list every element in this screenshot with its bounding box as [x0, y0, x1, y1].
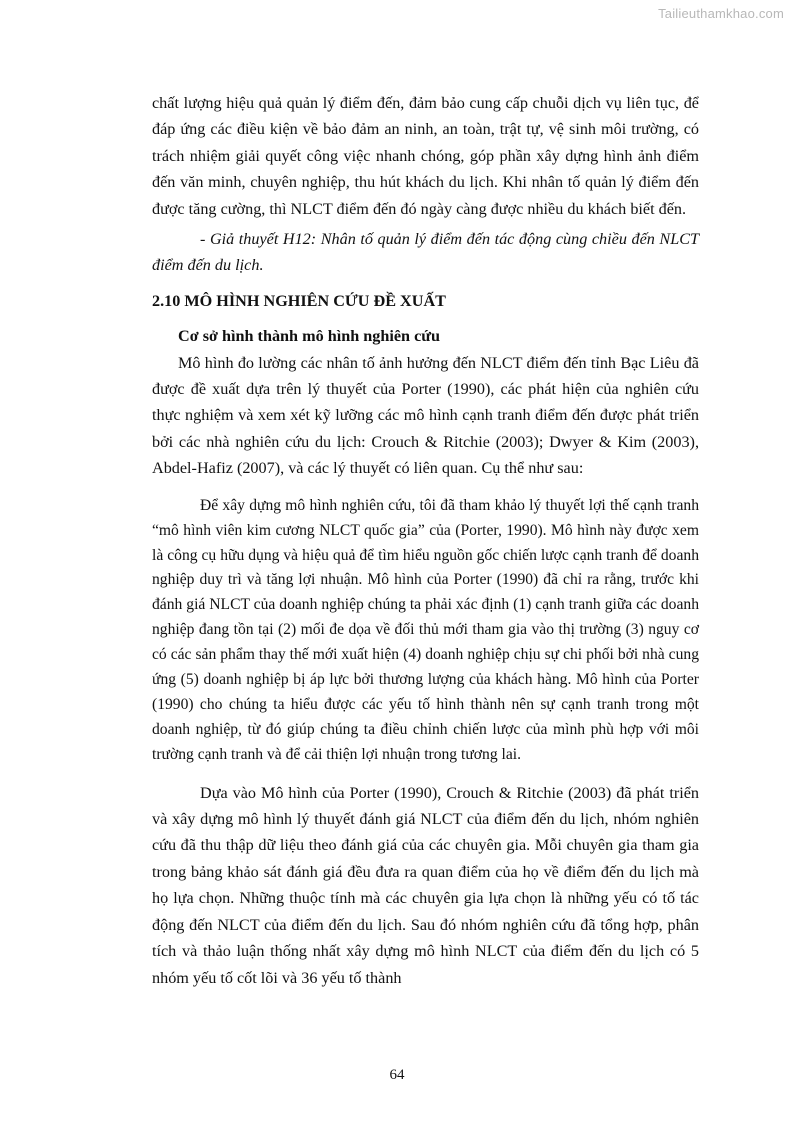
subsection-heading: Cơ sở hình thành mô hình nghiên cứu: [178, 327, 441, 346]
porter-model-block: [152, 494, 699, 768]
paragraph-destination-management: chất lượng hiệu quả quản lý điểm đến, đảm bảo cung cấp chuỗi dịch vụ liên tục, để đáp ứng các điều kiện về bảo đảm an ninh, an toàn, trật tự, vệ sinh môi trường, có trách nhiệm giải quyết công việc nhanh chóng, góp phần xây dựng hình ảnh điểm đến văn minh, chuyên nghiệp, thu hút khách du lịch. Khi nhân tố quản lý điểm đến được tăng cường, thì NLCT điểm đến đó ngày càng được nhiều du khách biết đến.: [152, 94, 699, 218]
page-content: [152, 90, 699, 991]
paragraph-model-basis: Mô hình đo lường các nhân tố ảnh hưởng đến NLCT điểm đến tỉnh Bạc Liêu đã được đề xuất dựa trên lý thuyết của Porter (1990), các phát hiện của nghiên cứu thực nghiệm và xem xét kỹ lưỡng các mô hình cạnh tranh điểm đến được phát triển bởi các nhà nghiên cứu du lịch: Crouch & Ritchie (2003); Dwyer & Kim (2003), Abdel-Hafiz (2007), và các lý thuyết có liên quan. Cụ thể như sau:: [152, 353, 699, 478]
page-number: 64: [389, 1067, 405, 1083]
paragraph-crouch-ritchie: Dựa vào Mô hình của Porter (1990), Crouch & Ritchie (2003) đã phát triển và xây dựng mô hình lý thuyết đánh giá NLCT của điểm đến du lịch, nhóm nghiên cứu đã thu thập dữ liệu theo đánh giá của các chuyên gia. Mỗi chuyên gia tham gia trong bảng khảo sát đánh giá đều đưa ra quan điểm của họ về điểm đến du lịch mà họ lựa chọn. Những thuộc tính mà các chuyên gia lựa chọn là những yếu có tố tác động đến NLCT của điểm đến du lịch. Sau đó nhóm nghiên cứu đã tổng hợp, phân tích và thảo luận thống nhất xây dựng mô hình NLCT của điểm đến du lịch có 5 nhóm yếu tố cốt lõi và 36 yếu tố thành: [152, 783, 699, 987]
hypothesis-h12: - Giả thuyết H12: Nhân tố quản lý điểm đến tác động cùng chiều đến NLCT điểm đến du lịch.: [152, 230, 699, 275]
section-heading: 2.10 MÔ HÌNH NGHIÊN CỨU ĐỀ XUẤT: [152, 291, 446, 310]
watermark: Tailieuthamkhao.com: [658, 6, 784, 21]
paragraph-porter-model: Để xây dựng mô hình nghiên cứu, tôi đã tham khảo lý thuyết lợi thế cạnh tranh “mô hình viên kim cương NLCT quốc gia” của (Porter, 1990). Mô hình này được xem là công cụ hữu dụng và hiệu quả để tìm hiểu nguồn gốc chiến lược cạnh tranh để doanh nghiệp duy trì và tăng lợi nhuận. Mô hình của Porter (1990) đã chỉ ra rằng, trước khi đánh giá NLCT của doanh nghiệp chúng ta phải xác định (1) cạnh tranh giữa các doanh nghiệp đang tồn tại (2) mối đe dọa về đối thủ mới tham gia vào thị trường (3) nguy cơ có các sản phẩm thay thế mới xuất hiện (4) doanh nghiệp chịu sự chi phối bởi nhà cung ứng (5) doanh nghiệp bị áp lực bởi thương lượng của khách hàng. Mô hình của Porter (1990) cho chúng ta hiểu được các yếu tố hình thành nên sự cạnh tranh trong một doanh nghiệp, từ đó giúp chúng ta điều chỉnh chiến lược của mình phù hợp với môi trường cạnh tranh và để cải thiện lợi nhuận trong tương lai.: [152, 496, 699, 763]
